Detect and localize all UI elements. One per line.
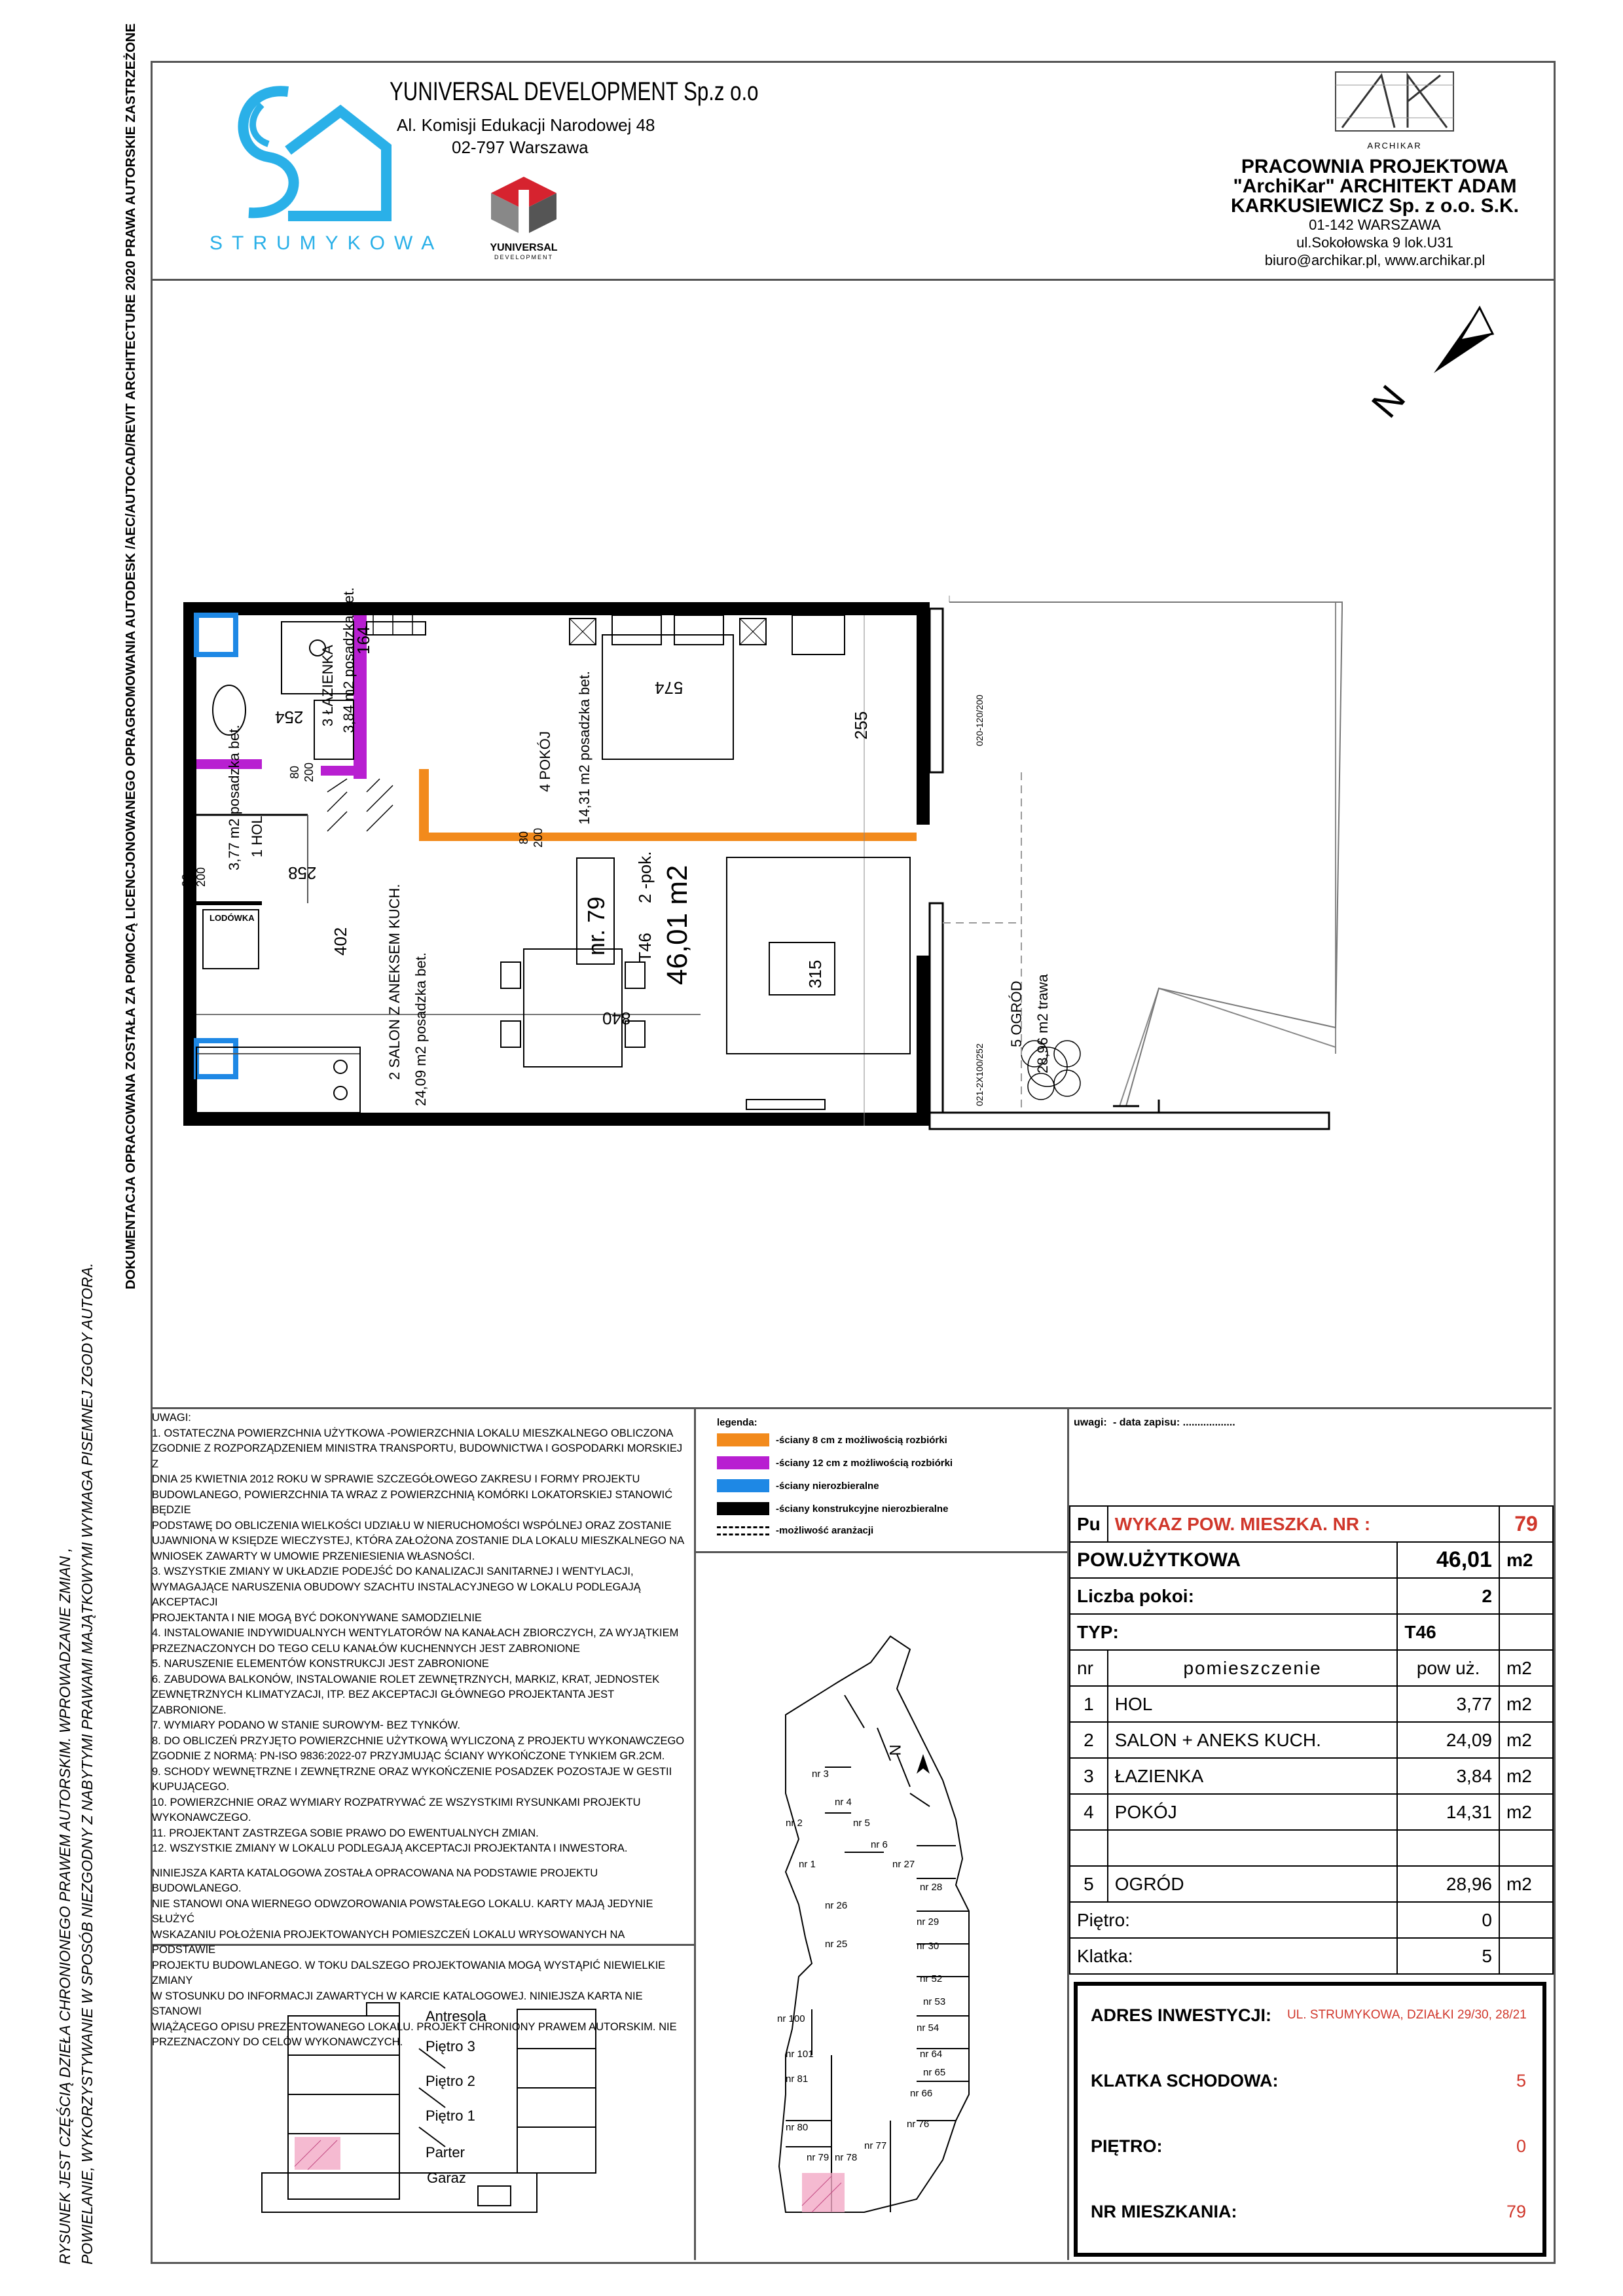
col-nr: nr	[1070, 1650, 1108, 1686]
notes-block	[152, 1410, 689, 2051]
note-line: ZGODNIE Z ROZPORZĄDZENIEM MINISTRA TRANSPORTU, BUDOWNICTWA I GOSPODARKI MORSKIEJ Z	[152, 1443, 683, 1470]
developer-address-1: Al. Komisji Edukacji Narodowej 48	[397, 115, 655, 135]
level-pietro-3: Piętro 3	[426, 2038, 475, 2054]
note-line: PROJEKTANTA I NIE MOGĄ BYĆ DOKONYWANE SAMODZIELNIE	[152, 1611, 482, 1624]
stair-label: Klatka:	[1070, 1938, 1397, 1974]
dim-door-1b: 200	[302, 762, 316, 782]
room-area: 14,31	[1397, 1794, 1499, 1830]
legend-item-12cm	[717, 1456, 953, 1469]
investment-floor-label: PIĘTRO:	[1091, 2136, 1163, 2156]
legend-swatch	[717, 1502, 769, 1515]
note-line: 9. SCHODY WEWNĘTRZNE I ZEWNĘTRZNE ORAZ WYKOŃCZENIE POSADZEK POZOSTAJE W GESTII	[152, 1765, 672, 1778]
site-unit-27: nr 27	[892, 1859, 915, 1870]
apartment-number-value: 79	[1506, 2202, 1527, 2221]
site-unit-6: nr 6	[871, 1839, 888, 1850]
room-nr: 2	[1070, 1722, 1108, 1758]
room-nr	[1070, 1830, 1108, 1866]
note-line: 10. POWIERZCHNIE ORAZ WYMIARY ROZPATRYWAĆ ZE WSZYSTKIMI RYSUNKAMI PROJEKTU	[152, 1796, 641, 1808]
room-unit: m2	[1499, 1794, 1553, 1830]
hol-label: 1 HOL	[249, 816, 265, 857]
yuniversal-logo-icon	[484, 173, 563, 239]
unit-rooms: 2 -pok.	[635, 851, 655, 903]
pokoj-label: 4 POKÓJ	[537, 731, 553, 792]
note-line: 4. INSTALOWANIE INDYWIDUALNYCH WENTYLATORÓW NA KANAŁACH ZBIORCZYCH, ZA WYJĄTKIEM	[152, 1627, 679, 1639]
catalog-line: PRZEZNACZONY DO CELÓW WYKONAWCZYCH.	[152, 2036, 403, 2048]
room-area: 3,84	[1397, 1758, 1499, 1794]
unit-area: 46,01 m2	[661, 865, 693, 985]
legend-label: -ściany 8 cm z możliwością rozbiórki	[776, 1434, 947, 1446]
developer-logo	[465, 173, 583, 265]
bottom-section-top	[151, 1407, 1552, 1409]
site-unit-76: nr 76	[907, 2119, 930, 2130]
dim-840: 840	[602, 1009, 631, 1028]
unit-number: nr. 79	[583, 896, 610, 956]
stair-value: 5	[1397, 1938, 1499, 1974]
unit-type: T46	[635, 933, 655, 962]
legend-label: -ściany nierozbieralne	[776, 1480, 879, 1492]
note-line: ZEWNĘTRZNYCH KLIMATYZACJI, ITP. BEZ AKCEPTACJI GŁÓWNEGO PROJEKTANTA JEST ZABRONIONE.	[152, 1689, 614, 1716]
legend-item-nonremovable	[717, 1479, 879, 1492]
ogrod-area: 28,96 m2 trawa	[1034, 974, 1051, 1073]
catalog-line: PROJEKTU BUDOWLANEGO. W TOKU DALSZEGO PROJEKTOWANIA MOGĄ WYSTĄPIĆ NIEWIELKIE ZMIANY	[152, 1959, 666, 1986]
salon-label: 2 SALON Z ANEKSEM KUCH.	[386, 884, 403, 1080]
lazienka-area: 3,84 m2 posadzka bet.	[340, 587, 357, 733]
investment-box	[1074, 1982, 1546, 2257]
site-unit-101: nr 101	[786, 2049, 814, 2060]
site-unit-5: nr 5	[853, 1818, 870, 1829]
note-line: 1. OSTATECZNA POWIERZCHNIA UŻYTKOWA -POWIERZCHNIA LOKALU MIESZKALNEGO OBLICZONA	[152, 1427, 674, 1439]
site-unit-53: nr 53	[923, 1996, 946, 2007]
notes-heading: UWAGI:	[152, 1412, 191, 1424]
dim-door-2b: 200	[194, 867, 208, 887]
site-unit-78: nr 78	[835, 2152, 858, 2163]
note-line: 11. PROJEKTANT ZASTRZEGA SOBIE PRAWO DO EWENTUALNYCH ZMIAN.	[152, 1827, 539, 1839]
lazienka-label: 3 ŁAZIENKA	[319, 645, 336, 726]
site-unit-52: nr 52	[920, 1973, 943, 1984]
lodowka-label: LODÓWKA	[210, 913, 255, 923]
room-name: HOL	[1108, 1686, 1398, 1722]
dim-door-3b: 200	[532, 827, 545, 848]
legend-swatch	[717, 1479, 769, 1492]
software-note: DOKUMENTACJA OPRACOWANA ZOSTAŁA ZA POMOCĄ LICENCJONOWANEGO OPRAGROMOWANIA AUTODESK /AEC/AUTOCAD/REVIT ARCHITECTURE 2020 PRAWA AUTORSKIE ZASTRZEŻONE	[123, 23, 138, 1289]
north-label: N	[1363, 377, 1414, 426]
site-unit-2: nr 2	[786, 1818, 803, 1829]
site-plan	[759, 1597, 995, 2251]
room-area: 24,09	[1397, 1722, 1499, 1758]
site-unit-80: nr 80	[786, 2122, 809, 2133]
area-summary-table	[1069, 1505, 1554, 1975]
note-line: WNIOSEK ZAWARTY W UMOWIE PRZENIESIENIA WŁASNOŚCI.	[152, 1550, 475, 1562]
room-nr: 1	[1070, 1686, 1108, 1722]
dim-164: 164	[354, 626, 373, 655]
room-area: 3,77	[1397, 1686, 1499, 1722]
legend-heading: legenda:	[717, 1417, 757, 1428]
site-unit-3: nr 3	[812, 1768, 829, 1780]
note-line: WYMAGAJĄCE NARUSZENIA OBUDOWY SZACHTU INSTALACYJNEGO W LOKALU PODLEGAJĄ AKCEPTACJI	[152, 1581, 641, 1608]
room-name: POKÓJ	[1108, 1794, 1398, 1830]
site-unit-1: nr 1	[799, 1859, 816, 1870]
dim-258: 258	[288, 863, 317, 883]
site-unit-4: nr 4	[835, 1797, 852, 1808]
level-pietro-1: Piętro 1	[426, 2108, 475, 2124]
window-label-2: 021-2X100/252	[974, 1043, 985, 1106]
remarks-label: uwagi:	[1074, 1417, 1107, 1428]
type-value: T46	[1397, 1614, 1499, 1650]
dim-door-1: 80	[288, 765, 301, 779]
list-number: 79	[1499, 1506, 1553, 1542]
site-unit-29: nr 29	[917, 1916, 939, 1928]
site-unit-26: nr 26	[825, 1900, 848, 1911]
col-unit: m2	[1499, 1650, 1553, 1686]
room-area	[1397, 1830, 1499, 1866]
salon-area: 24,09 m2 posadzka bet.	[412, 952, 429, 1106]
remarks-date: - data zapisu: ..................	[1113, 1417, 1235, 1428]
note-line: 8. DO OBLICZEŃ PRZYJĘTO POWIERZCHNIE UŻYTKOWĄ WYLICZONĄ Z PROJEKTU WYKONAWCZEGO	[152, 1734, 685, 1747]
level-garaz: Garaż	[427, 2170, 466, 2186]
dim-402: 402	[331, 927, 350, 956]
catalog-line: W STOSUNKU DO INFORMACJI ZAWARTYCH W KARCIE KATALOGOWEJ. NINIEJSZA KARTA NIE STANOWI	[152, 1990, 643, 2017]
room-nr: 4	[1070, 1794, 1108, 1830]
note-line: UJAWNIONA W KSIĘDZE WIECZYSTEJ, KTÓRA ZAŁOŻONA ZOSTANIE DLA LOKALU MIESZKALNEGO NA	[152, 1535, 685, 1547]
room-area: 28,96	[1397, 1866, 1499, 1902]
note-line: ZGODNIE Z NORMĄ: PN-ISO 9836:2022-07 PRZYJMUJĄC ŚCIANY WYKOŃCZONE TYNKIEM GR.2CM.	[152, 1750, 665, 1762]
dim-315: 315	[805, 960, 825, 988]
usable-unit: m2	[1499, 1542, 1553, 1578]
catalog-line: WSKAZANIU POŁOŻENIA PROJEKTOWANYCH POMIESZCZEŃ LOKALU WRYSOWANYCH NA PODSTAWIE	[152, 1928, 625, 1956]
investment-floor-value: 0	[1516, 2136, 1527, 2156]
floor-plan-drawing	[177, 596, 1421, 1152]
brand-logo-text: STRUMYKOWA	[210, 232, 444, 254]
site-unit-64: nr 64	[920, 2049, 943, 2060]
note-line: BUDOWLANEGO, POWIERZCHNIA TA WRAZ Z POWIERZCHNIĄ KOMÓRKI LOKATORSKIEJ STANOWIĆ BĘDZIE	[152, 1488, 673, 1516]
dim-254: 254	[275, 708, 304, 727]
usable-label: POW.UŻYTKOWA	[1070, 1542, 1397, 1578]
window-label-1: 020-120/200	[974, 694, 985, 746]
catalog-line: NIE STANOWI ONA WIERNEGO ODWZOROWANIA POWSTAŁEGO LOKALU. KARTY MAJĄ JEDYNIE SŁUŻYĆ	[152, 1897, 653, 1925]
note-line: DNIA 25 KWIETNIA 2012 ROKU W SPRAWIE SZCZEGÓŁOWEGO ZAKRESU I FORMY PROJEKTU	[152, 1473, 640, 1485]
site-plan-drawing	[759, 1597, 995, 2251]
legend-item-8cm	[717, 1433, 947, 1446]
rooms-count-label: Liczba pokoi:	[1070, 1578, 1397, 1614]
pokoj-area: 14,31 m2 posadzka bet.	[576, 671, 593, 825]
room-name: SALON + ANEKS KUCH.	[1108, 1722, 1398, 1758]
legend-swatch	[717, 1456, 769, 1469]
note-line: PODSTAWĘ DO OBLICZENIA WIELKOŚCI UDZIAŁU W NIERUCHOMOŚCI WSPÓLNEJ ORAZ ZOSTANIE	[152, 1519, 672, 1532]
architect-title-2: "ArchiKar" ARCHITEKT ADAM	[1233, 175, 1517, 197]
archikar-logo-text: ARCHIKAR	[1367, 141, 1422, 151]
note-line: 12. WSZYSTKIE ZMIANY W LOKALU PODLEGAJĄ AKCEPTACJI PROJEKTANTA I INWESTORA.	[152, 1842, 628, 1854]
room-name: OGRÓD	[1108, 1866, 1398, 1902]
note-line: 3. WSZYSTKIE ZMIANY W UKŁADZIE PODEJŚĆ DO KANALIZACJI SANITARNEJ I WENTYLACJI,	[152, 1566, 634, 1577]
level-pietro-2: Piętro 2	[426, 2073, 475, 2089]
note-line: 7. WYMIARY PODANO W STANIE SUROWYM- BEZ TYNKÓW.	[152, 1719, 460, 1731]
catalog-line: NINIEJSZA KARTA KATALOGOWA ZOSTAŁA OPRACOWANA NA PODSTAWIE PROJEKTU BUDOWLANEGO.	[152, 1867, 598, 1894]
room-nr: 3	[1070, 1758, 1108, 1794]
note-line: WYKONAWCZEGO.	[152, 1812, 251, 1823]
col-room: pomieszczenie	[1108, 1650, 1398, 1686]
room-unit	[1499, 1830, 1553, 1866]
legend-label: -ściany 12 cm z możliwością rozbiórki	[776, 1457, 953, 1469]
site-unit-77: nr 77	[864, 2140, 887, 2151]
site-unit-54: nr 54	[917, 2022, 939, 2034]
architect-title-3: KARKUSIEWICZ Sp. z o.o. S.K.	[1231, 195, 1519, 217]
site-unit-25: nr 25	[825, 1939, 848, 1950]
archikar-logo-icon	[1329, 65, 1460, 137]
site-unit-65: nr 65	[923, 2067, 946, 2078]
dim-door-2: 90	[180, 873, 193, 887]
note-line: KUPUJĄCEGO.	[152, 1781, 230, 1793]
pu-label: Pu	[1070, 1506, 1108, 1542]
address-label: ADRES INWESTYCJI:	[1091, 2005, 1272, 2025]
note-line: PRZEZNACZONYCH DO TEGO CELU KANAŁÓW KUCHENNYCH JEST ZABRONIONE	[152, 1642, 580, 1655]
hol-area: 3,77 m2 posadzka bet.	[226, 725, 242, 870]
room-name	[1108, 1830, 1398, 1866]
site-unit-28: nr 28	[920, 1882, 943, 1893]
floor-plan	[177, 596, 1421, 1152]
copyright-note-1: RYSUNEK JEST CZĘŚCIĄ DZIEŁA CHRONIONEGO PRAWEM AUTORSKIM. WPROWADZANIE ZMIAN ,	[56, 1547, 73, 2265]
note-line: 6. ZABUDOWA BALKONÓW, INSTALOWANIE ROLET ZEWNĘTRZNYCH, MARKIZ, KRAT, JEDNOSTEK	[152, 1673, 660, 1685]
room-unit: m2	[1499, 1722, 1553, 1758]
list-label: WYKAZ POW. MIESZKA. NR :	[1108, 1506, 1499, 1542]
col-area: pow uż.	[1397, 1650, 1499, 1686]
site-unit-30: nr 30	[917, 1941, 939, 1952]
legend-swatch	[717, 1433, 769, 1446]
developer-address-2: 02-797 Warszawa	[452, 137, 589, 157]
dim-255: 255	[851, 711, 871, 740]
stair-case-label: KLATKA SCHODOWA:	[1091, 2071, 1279, 2090]
architect-title-1: PRACOWNIA PROJEKTOWA	[1241, 156, 1509, 177]
legend-item-structural	[717, 1502, 948, 1515]
copyright-note-2: POWIELANIE, WYKORZYSTYWANIE W SPOSÓB NIEZGODNY Z NABYTYMI PRAWAMI MAJĄTKOWYMI WYMAGA PISEMNEJ ZGODY AUTORA.	[79, 1263, 96, 2265]
brand-logo	[190, 79, 444, 268]
developer-name: YUNIVERSAL DEVELOPMENT Sp.z o.o	[390, 77, 759, 106]
room-nr: 5	[1070, 1866, 1108, 1902]
floor-value: 0	[1397, 1902, 1499, 1938]
strumykowa-logo-icon	[190, 79, 399, 229]
ogrod-label: 5 OGRÓD	[1008, 980, 1025, 1047]
address-value: UL. STRUMYKOWA, DZIAŁKI 29/30, 28/21	[1287, 2008, 1527, 2022]
legend-label: -możliwość aranżacji	[776, 1525, 874, 1536]
type-label: TYP:	[1070, 1614, 1397, 1650]
site-north-label: N	[886, 1744, 905, 1756]
legend-bottom	[694, 1551, 1069, 1553]
site-unit-79: nr 79	[807, 2152, 830, 2163]
room-unit: m2	[1499, 1758, 1553, 1794]
room-name: ŁAZIENKA	[1108, 1758, 1398, 1794]
dim-door-3: 80	[517, 831, 530, 844]
site-unit-81: nr 81	[786, 2073, 809, 2085]
site-unit-100: nr 100	[777, 2013, 805, 2024]
stair-case-value: 5	[1516, 2071, 1527, 2090]
level-parter: Parter	[426, 2144, 465, 2161]
legend-swatch	[717, 1526, 769, 1535]
level-antresola: Antresola	[426, 2008, 486, 2024]
architect-city: 01-142 WARSZAWA	[1309, 217, 1441, 233]
archikar-logo	[1329, 65, 1460, 151]
catalog-line: WIĄŻĄCEGO OPISU PREZENTOWANEGO LOKALU. PROJEKT CHRONIONY PRAWEM AUTORSKIM. NIE	[152, 2020, 677, 2033]
legend-item-arrangement	[717, 1525, 873, 1536]
yuniversal-logo-sub: DEVELOPMENT	[494, 254, 553, 260]
floor-label: Piętro:	[1070, 1902, 1397, 1938]
note-line: 5. NARUSZENIE ELEMENTÓW KONSTRUKCJI JEST ZABRONIONE	[152, 1658, 489, 1670]
yuniversal-logo-text: YUNIVERSAL	[490, 242, 558, 253]
rooms-count-value: 2	[1397, 1578, 1499, 1614]
notes-divider	[694, 1407, 696, 2260]
architect-contact: biuro@archikar.pl, www.archikar.pl	[1264, 252, 1486, 268]
site-unit-66: nr 66	[910, 2088, 933, 2099]
dim-574: 574	[655, 678, 684, 698]
building-section	[249, 1990, 681, 2238]
architect-street: ul.Sokołowska 9 lok.U31	[1296, 234, 1453, 251]
room-unit: m2	[1499, 1686, 1553, 1722]
architect-block	[1211, 157, 1539, 269]
usable-value: 46,01	[1397, 1542, 1499, 1578]
apartment-number-label: NR MIESZKANIA:	[1091, 2202, 1237, 2221]
room-unit: m2	[1499, 1866, 1553, 1902]
legend-label: -ściany konstrukcyjne nierozbieralne	[776, 1503, 949, 1515]
